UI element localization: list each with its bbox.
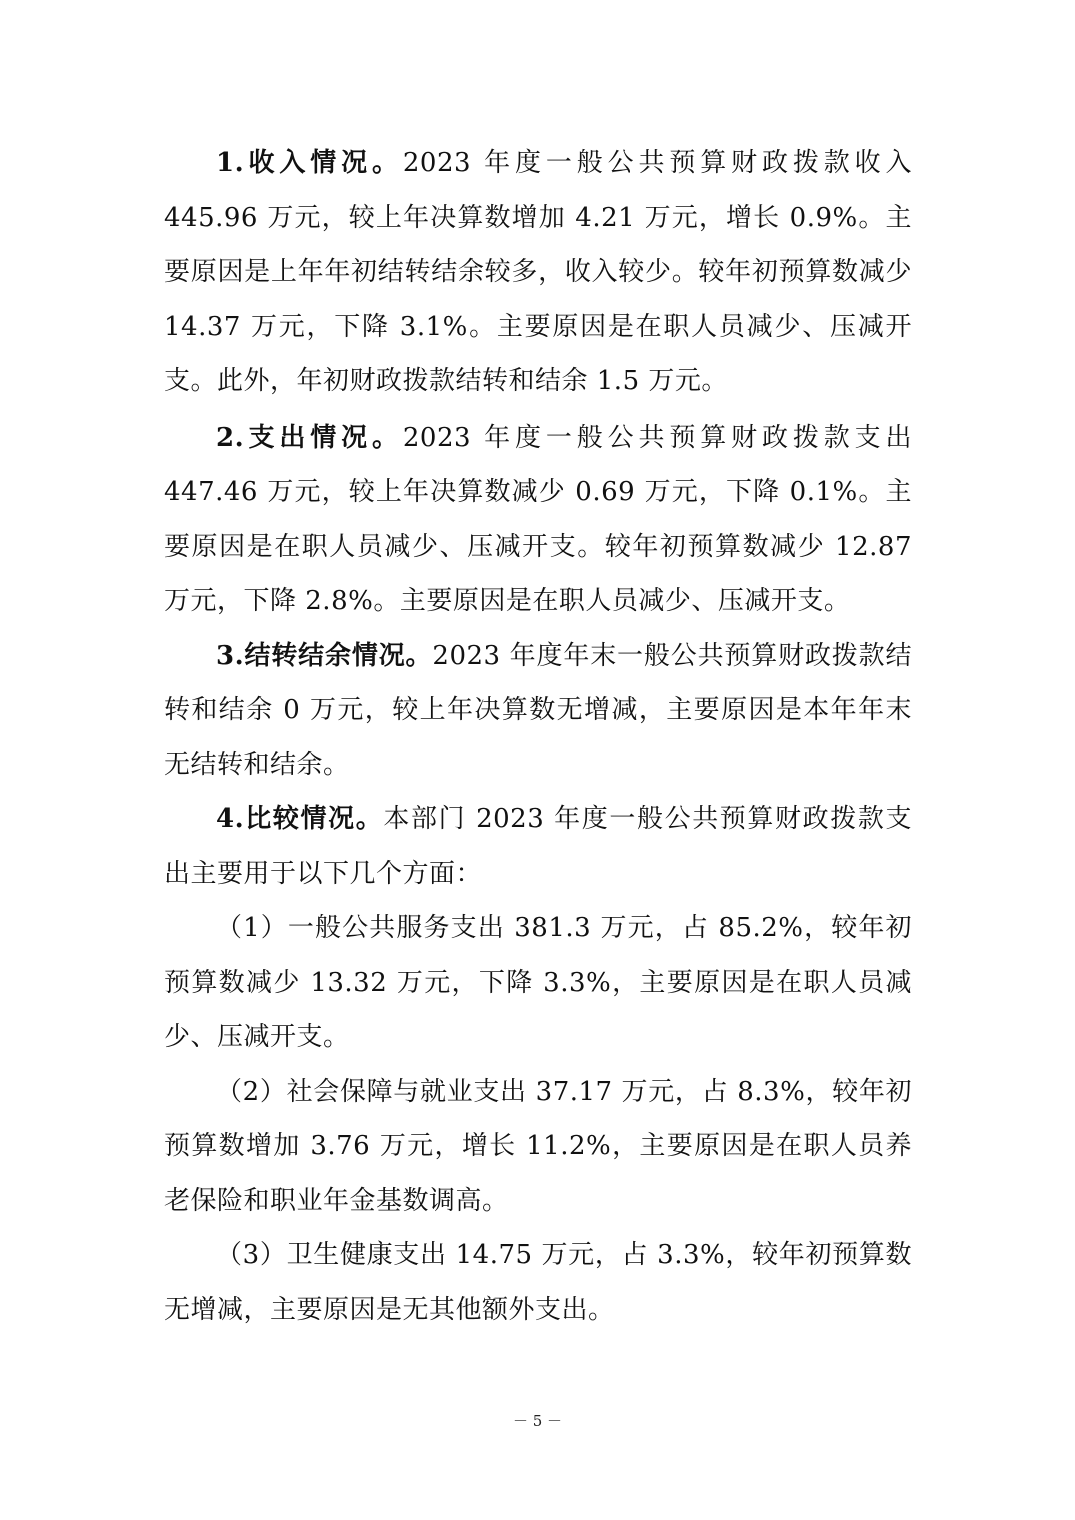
heading-comparison: 4.比较情况。 xyxy=(216,804,384,834)
paragraph-comparison-text: 本部门 2023 年度一般公共预算财政拨款支出主要用于以下几个方面： xyxy=(164,804,912,889)
list-item-health: （3）卫生健康支出 14.75 万元，占 3.3%，较年初预算数无增减，主要原因是无其他额外支出。 xyxy=(164,1240,912,1325)
paragraph-income-text: 2023 年度一般公共预算财政拨款收入 445.96 万元，较上年决算数增加 4.21 万元，增长 0.9%。主要原因是上年年初结转结余较多，收入较少。较年初预算数减少 14.37 万元，下降 3.1%。主要原因是在职人员减少、压减开支。此外，年初财政拨款结转和结余 1.5 万元。 xyxy=(164,148,912,396)
list-item-social-security: （2）社会保障与就业支出 37.17 万元，占 8.3%，较年初预算数增加 3.76 万元，增长 11.2%，主要原因是在职人员养老保险和职业年金基数调高。 xyxy=(164,1076,912,1216)
heading-income: 1.收入情况。 xyxy=(216,148,403,178)
paragraph-comparison xyxy=(164,792,912,901)
paragraph-income xyxy=(164,136,912,409)
paragraph-expenditure xyxy=(164,411,912,629)
list-item-public-services: （1）一般公共服务支出 381.3 万元，占 85.2%，较年初预算数减少 13.32 万元，下降 3.3%，主要原因是在职人员减少、压减开支。 xyxy=(164,913,912,1052)
document-body xyxy=(164,136,912,1337)
paragraph-expenditure-text: 2023 年度一般公共预算财政拨款支出 447.46 万元，较上年决算数减少 0.69 万元，下降 0.1%。主要原因是在职人员减少、压减开支。较年初预算数减少 12.87 万元，下降 2.8%。主要原因是在职人员减少、压减开支。 xyxy=(164,422,912,616)
heading-carryover: 3.结转结余情况。 xyxy=(216,640,433,671)
paragraph-carryover-text: 2023 年度年末一般公共预算财政拨款结转和结余 0 万元，较上年决算数无增减，主要原因是本年年末无结转和结余。 xyxy=(164,640,912,780)
paragraph-carryover xyxy=(164,629,912,793)
heading-expenditure: 2.支出情况。 xyxy=(216,422,403,453)
page-number: － 5 － xyxy=(512,1412,563,1430)
